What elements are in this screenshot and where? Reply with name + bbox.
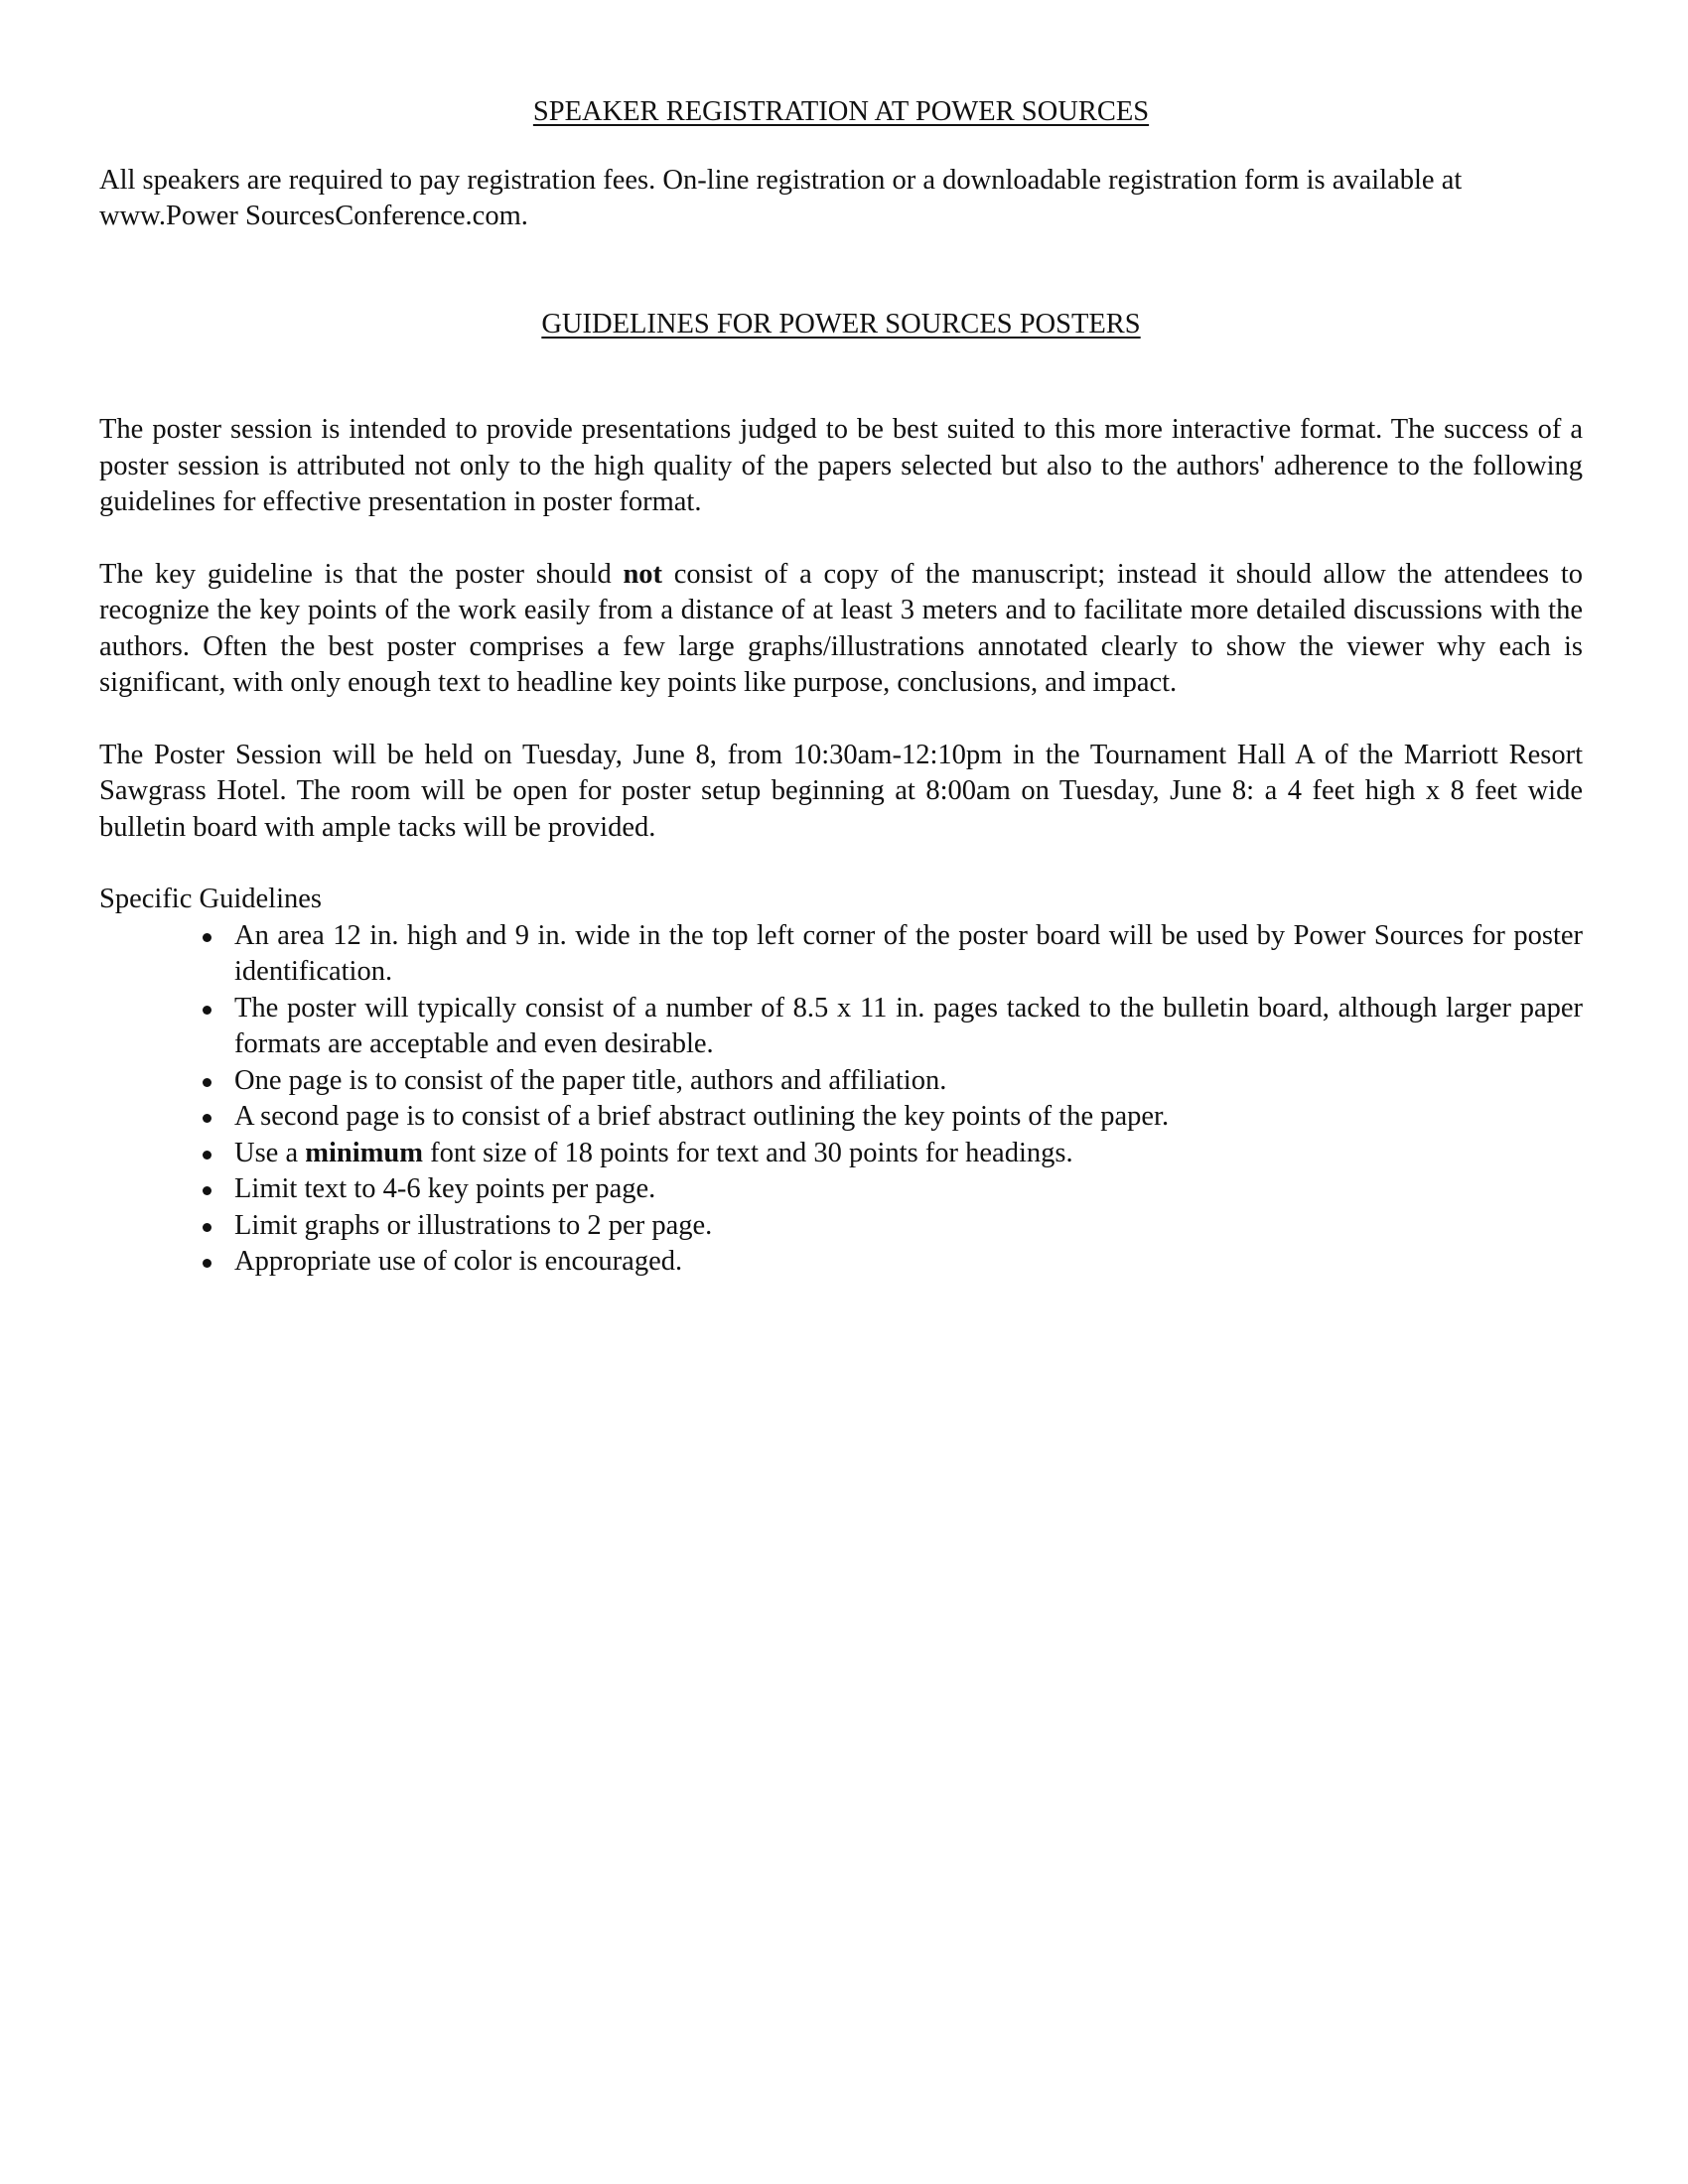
intro-paragraph: The poster session is intended to provide presentations judged to be best suited to this more interactive format. The success of a poster session is attributed not only to the high quality of the papers selected but also to the authors' adherence to the following guidelines for effective presentation in poster format. xyxy=(99,414,1583,517)
key-guideline-text-after: consist of a copy of the manuscript; instead it should allow the attendees to recognize the key points of the work easily from a distance of at least 3 meters and to facilitate more detailed discussions with the authors. Often the best poster comprises a few large graphs/illustrations annotated clearly to show the viewer why each is significant, with only enough text to headline key points like purpose, conclusions, and impact. xyxy=(99,558,1584,698)
document-page xyxy=(99,94,1583,1281)
guidelines-list xyxy=(99,918,1583,1281)
guideline-item: Limit text to 4-6 key points per page. xyxy=(234,1171,1583,1208)
session-paragraph: The Poster Session will be held on Tuesday, June 8, from 10:30am-12:10pm in the Tournament Hall A of the Marriott Resort Sawgrass Hotel. The room will be open for poster setup beginning at 8:00am on Tuesday, June 8: a 4 feet high x 8 feet wide bulletin board with ample tacks will be provided. xyxy=(99,739,1583,843)
key-guideline-emphasis: not xyxy=(623,558,663,590)
guideline-item: Limit graphs or illustrations to 2 per page. xyxy=(234,1208,1583,1245)
key-guideline-text-before: The key guideline is that the poster should xyxy=(99,558,624,590)
guideline-item: A second page is to consist of a brief abstract outlining the key points of the paper. xyxy=(234,1099,1583,1136)
font-item-emphasis: minimum xyxy=(305,1137,423,1168)
posters-heading: GUIDELINES FOR POWER SOURCES POSTERS xyxy=(541,308,1141,340)
key-guideline-paragraph xyxy=(99,557,1583,702)
guideline-item: An area 12 in. high and 9 in. wide in the top left corner of the poster board will be used by Power Sources for poster identification. xyxy=(234,918,1583,991)
guideline-item: The poster will typically consist of a number of 8.5 x 11 in. pages tacked to the bulletin board, although larger paper formats are acceptable and even desirable. xyxy=(234,991,1583,1063)
font-item-text-before: Use a xyxy=(234,1137,306,1168)
registration-text: All speakers are required to pay registration fees. On-line registration or a downloadable registration form is available at xyxy=(99,164,1463,196)
guideline-item: One page is to consist of the paper title, authors and affiliation. xyxy=(234,1063,1583,1100)
registration-url: www.Power SourcesConference.com. xyxy=(99,201,528,231)
registration-heading: SPEAKER REGISTRATION AT POWER SOURCES xyxy=(532,96,1150,127)
font-item-text-after: font size of 18 points for text and 30 points for headings. xyxy=(423,1137,1073,1168)
specific-guidelines-title: Specific Guidelines xyxy=(99,884,322,914)
guideline-item: Appropriate use of color is encouraged. xyxy=(234,1244,1583,1281)
registration-paragraph xyxy=(99,163,1583,235)
guideline-item-font-size xyxy=(234,1136,1583,1172)
